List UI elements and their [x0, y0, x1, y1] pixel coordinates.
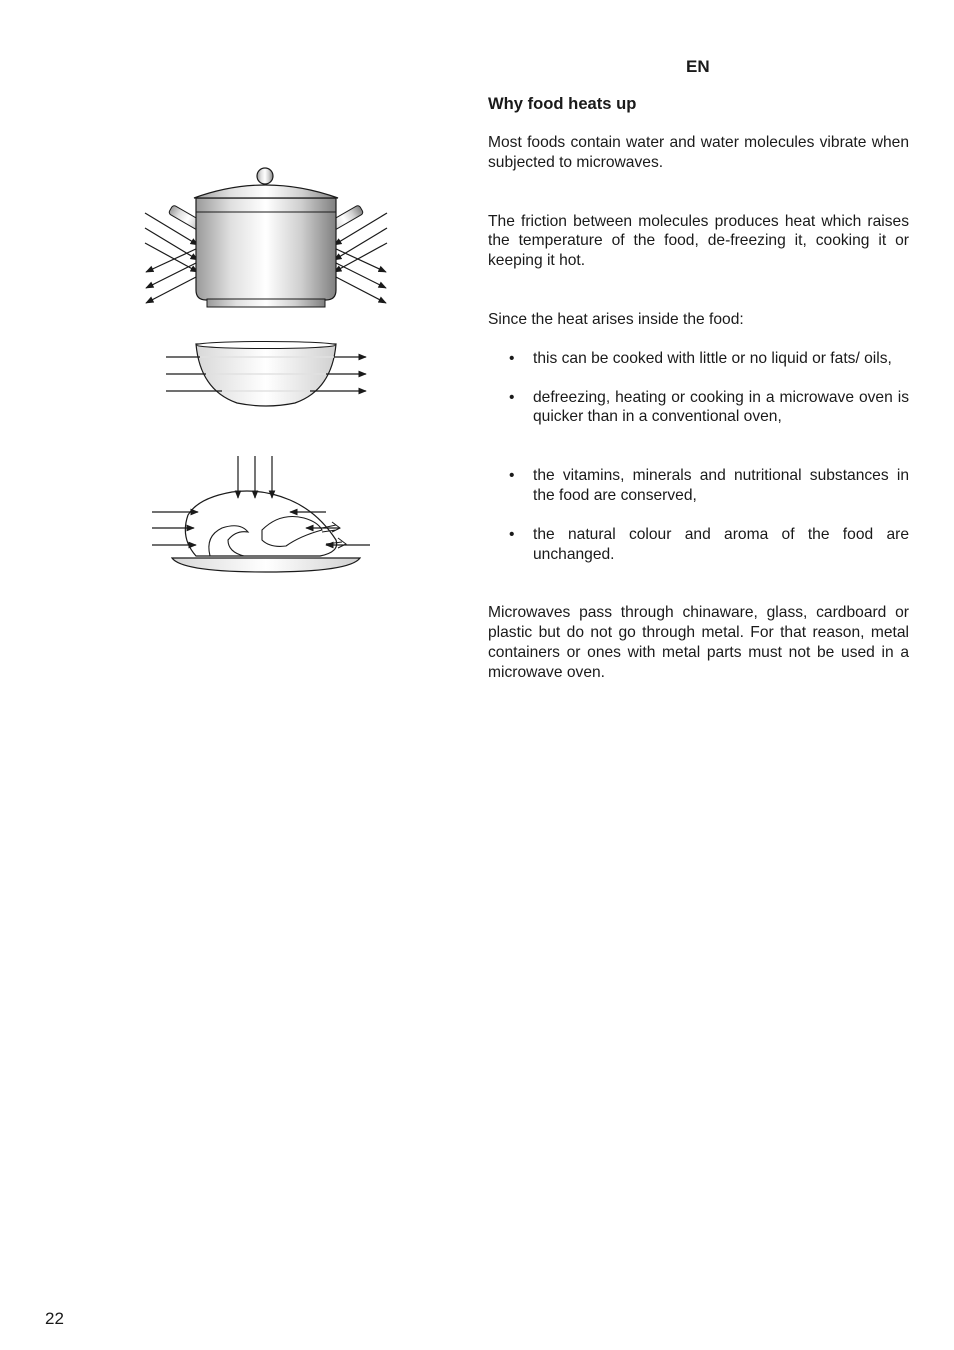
- text-column: [488, 93, 909, 683]
- list-item-text: the vitamins, minerals and nutritional substances in the food are conserved,: [533, 467, 909, 504]
- microwave-illustrations: [140, 162, 390, 582]
- roast-chicken-absorbing-microwaves-icon: [152, 456, 370, 572]
- bullet-icon: •: [509, 525, 515, 543]
- list-item: [488, 349, 909, 369]
- paragraph-friction-heat: The friction between molecules produces heat which raises the temperature of the food, de-freezing it, cooking it or keeping it hot.: [488, 212, 909, 270]
- metal-pot-reflecting-microwaves-icon: [145, 168, 387, 307]
- benefits-list: [488, 349, 909, 565]
- glass-bowl-transmitting-microwaves-icon: [166, 342, 366, 407]
- list-item: [488, 466, 909, 506]
- section-heading: Why food heats up: [488, 94, 637, 113]
- bullet-icon: •: [509, 388, 515, 406]
- paragraph-metal-warning: Microwaves pass through chinaware, glass, cardboard or plastic but do not go through metal. For that reason, metal containers or ones with metal parts must not be used in a microwave oven.: [488, 604, 909, 681]
- list-item-text: defreezing, heating or cooking in a microwave oven is quicker than in a conventional oven,: [533, 388, 909, 426]
- list-item-text: this can be cooked with little or no liquid or fats/ oils,: [533, 349, 892, 367]
- list-item: [488, 388, 909, 428]
- page-number: 22: [45, 1309, 64, 1328]
- list-item: [488, 525, 909, 565]
- bullet-icon: •: [509, 467, 515, 485]
- list-item-text: the natural colour and aroma of the food are unchanged.: [533, 525, 909, 563]
- language-code: EN: [686, 57, 710, 76]
- paragraph-water-molecules: Most foods contain water and water molecules vibrate when subjected to microwaves.: [488, 134, 909, 171]
- bullet-icon: •: [509, 349, 515, 367]
- paragraph-heat-inside: Since the heat arises inside the food:: [488, 310, 744, 328]
